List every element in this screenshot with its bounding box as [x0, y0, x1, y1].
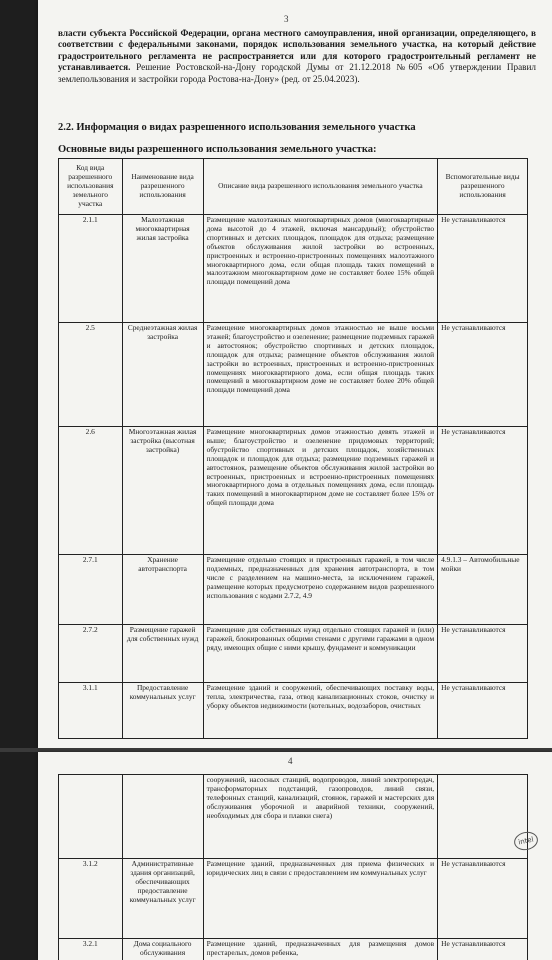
row-code: 3.1.2: [59, 859, 123, 939]
permitted-use-table: [58, 158, 528, 739]
header-name: Наименование вида разрешенного использования: [122, 159, 203, 215]
row-code: 2.7.2: [59, 625, 123, 683]
page-number: 3: [284, 14, 289, 24]
row-auxiliary: Не устанавливаются: [438, 215, 528, 323]
header-aux: Вспомогательные виды разрешенного использования: [438, 159, 528, 215]
row-description: Размещение малоэтажных многоквартирных домов (многоквартирные дома высотой до 4 этажей, включая мансардный); обустройство спортивных и детских площадок, площадок для отдыха; размещение объектов обслуживания жилой застройки во встроенных, пристроенных и встроенно-пристроенных помещениях малоэтажного многоквартирного дома, если общая площадь таких помещений в малоэтажном многоквартирном доме не составляет более 15% общей площади помещений дома: [203, 215, 438, 323]
intro-paragraph: [58, 28, 536, 85]
row-name: Среднеэтажная жилая застройка: [122, 323, 203, 427]
intro-normal-text: Решение Ростовской-на-Дону городской Думы от 21.12.2018 №605 «Об утверждении Правил землепользования и застройки города Ростова-на-Дону» (ред. от 25.04.2023).: [58, 62, 537, 84]
row-name: [122, 775, 203, 859]
table-row: [59, 215, 528, 323]
watermark-stamp: intel: [512, 830, 539, 853]
row-auxiliary: [438, 775, 528, 859]
row-code: 2.7.1: [59, 555, 123, 625]
row-name: Хранение автотранспорта: [122, 555, 203, 625]
section-title: 2.2. Информация о видах разрешенного использования земельного участка: [58, 122, 416, 133]
row-code: 2.5: [59, 323, 123, 427]
row-auxiliary: Не устанавливаются: [438, 683, 528, 739]
page-number: 4: [288, 756, 293, 766]
table-row: [59, 555, 528, 625]
header-desc: Описание вида разрешенного использования земельного участка: [203, 159, 438, 215]
table-row: [59, 427, 528, 555]
row-name: Многоэтажная жилая застройка (высотная застройка): [122, 427, 203, 555]
row-auxiliary: Не устанавливаются: [438, 859, 528, 939]
row-auxiliary: Не устанавливаются: [438, 427, 528, 555]
row-name: Предоставление коммунальных услуг: [122, 683, 203, 739]
row-code: 3.1.1: [59, 683, 123, 739]
row-code: [59, 775, 123, 859]
table-row: [59, 323, 528, 427]
row-description: Размещение многоквартирных домов этажностью не выше восьми этажей; благоустройство и озеленение; размещение подземных гаражей и автостоянок; обустройство спортивных и детских площадок, площадок для отдыха; размещение объектов обслуживания жилой застройки во встроенных, пристроенных и встроенно-пристроенных помещениях многоквартирного дома, если общая площадь таких помещений в многоквартирном доме не составляет более 20% общей площади помещений дома: [203, 323, 438, 427]
table-header-row: [59, 159, 528, 215]
document-page-3: [38, 0, 552, 748]
row-description: Размещение зданий, предназначенных для приема физических и юридических лиц в связи с предоставлением им коммунальных услуг: [203, 859, 438, 939]
permitted-use-table-continued: [58, 774, 528, 960]
table-subtitle: Основные виды разрешенного использования земельного участка:: [58, 144, 377, 155]
row-name: Малоэтажная многоквартирная жилая застройка: [122, 215, 203, 323]
row-name: Административные здания организаций, обеспечивающих предоставление коммунальных услуг: [122, 859, 203, 939]
row-auxiliary: 4.9.1.3 – Автомобильные мойки: [438, 555, 528, 625]
row-description: Размещение многоквартирных домов этажностью девять этажей и выше; благоустройство и озеленение придомовых территорий; обустройство спортивных и детских площадок, хозяйственных площадок и площадок для отдыха; размещение подземных гаражей и автостоянок, размещение объектов обслуживания жилой застройки во встроенных, пристроенных и встроенно-пристроенных помещениях многоквартирного дома в отдельных помещениях дома, если площадь таких помещений в многоквартирном доме не составляет более 15% от общей площади дома: [203, 427, 438, 555]
row-description: Размещение зданий, предназначенных для размещения домов престарелых, домов ребенка,: [203, 939, 438, 960]
row-auxiliary: Не устанавливаются: [438, 939, 528, 960]
row-code: 2.6: [59, 427, 123, 555]
row-description: Размещение отдельно стоящих и пристроенных гаражей, в том числе подземных, предназначенных для хранения автотранспорта, в том числе с разделением на машино-места, за исключением гаражей, размещение которых предусмотрено содержанием видов разрешенного использования с кодами 2.7.2, 4.9: [203, 555, 438, 625]
document-page-4: [38, 752, 552, 960]
row-description: сооружений, насосных станций, водопроводов, линий электропередач, трансформаторных подстанций, газопроводов, линий связи, телефонных станций, канализаций, стоянок, гаражей и мастерских для обслуживания уборочной и аварийной техники, сооружений, необходимых для сбора и плавки снега): [203, 775, 438, 859]
row-code: 3.2.1: [59, 939, 123, 960]
row-name: Размещение гаражей для собственных нужд: [122, 625, 203, 683]
row-auxiliary: Не устанавливаются: [438, 625, 528, 683]
table-row: [59, 683, 528, 739]
row-description: Размещение зданий и сооружений, обеспечивающих поставку воды, тепла, электричества, газа, отвод канализационных стоков, очистку и уборку объектов недвижимости (котельных, водозаборов, очистных: [203, 683, 438, 739]
row-description: Размещение для собственных нужд отдельно стоящих гаражей и (или) гаражей, блокированных общими стенами с другими гаражами в одном ряду, имеющих общие с ними крышу, фундамент и коммуникации: [203, 625, 438, 683]
table-row: [59, 859, 528, 939]
table-row: [59, 939, 528, 960]
row-auxiliary: Не устанавливаются: [438, 323, 528, 427]
row-code: 2.1.1: [59, 215, 123, 323]
intro-bold-text: власти субъекта Российской Федерации, органа местного самоуправления, иной организации, определяющего, в соответствии с федеральными законами, порядок использования земельного участка, на который действие градостроительного регламента не распространяется или для которого градостроительный регламент не устанавливается.: [58, 28, 536, 73]
table-row: [59, 775, 528, 859]
header-code: Код вида разрешенного использования земельного участка: [59, 159, 123, 215]
row-name: Дома социального обслуживания: [122, 939, 203, 960]
table-row: [59, 625, 528, 683]
scan-background: [0, 0, 38, 960]
